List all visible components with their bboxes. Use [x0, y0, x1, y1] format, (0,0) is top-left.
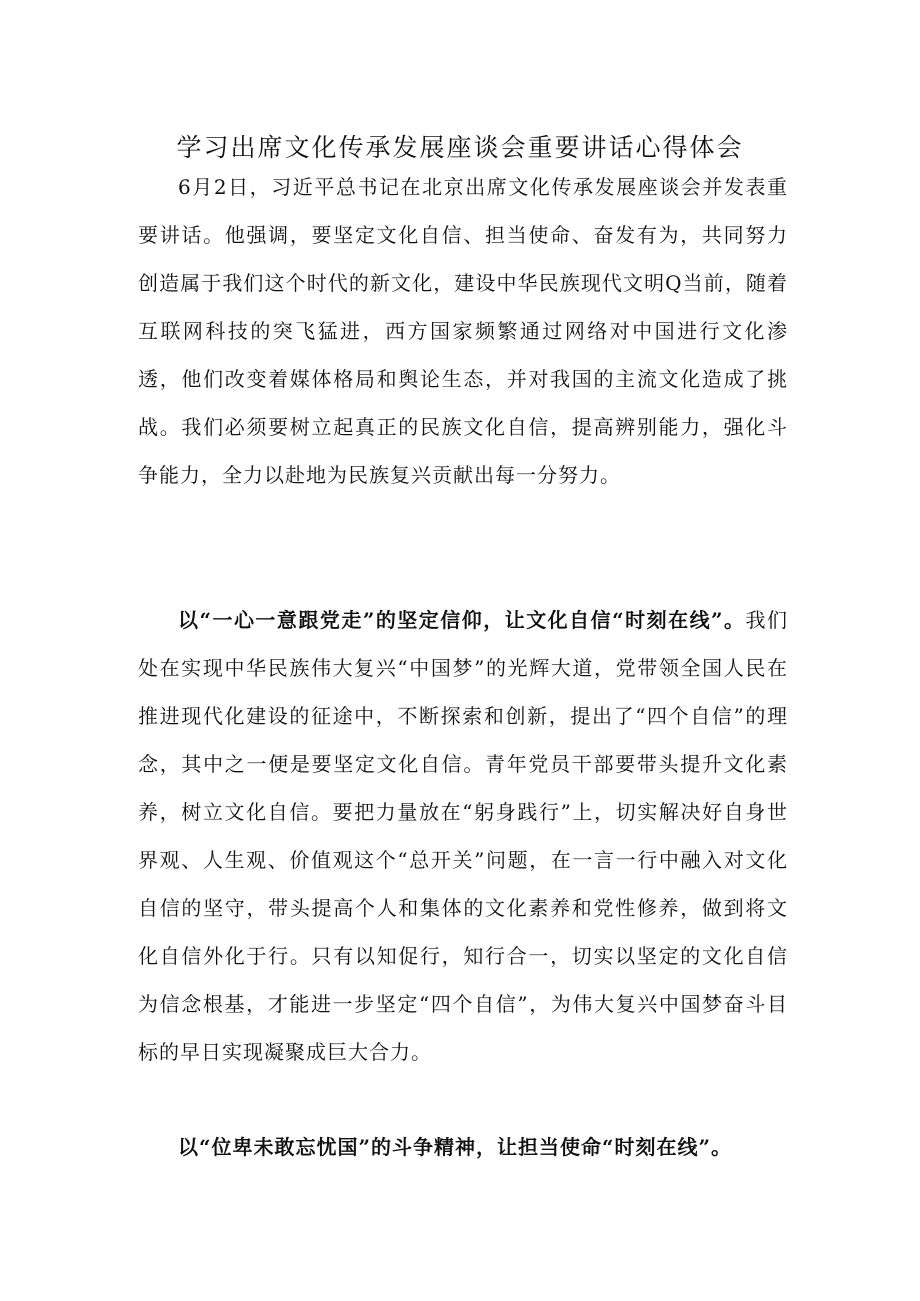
paragraph-cultural-confidence	[138, 596, 788, 1076]
document-title: 学习出席文化传承发展座谈会重要讲话心得体会	[176, 133, 744, 162]
paragraph-lead: 以“位卑未敢忘忧国”的斗争精神，让担当使命“时刻在线”。	[178, 1135, 733, 1159]
paragraph-lead: 以“一心一意跟党走”的坚定信仰，让文化自信“时刻在线”。	[178, 608, 746, 632]
paragraph-intro	[138, 163, 788, 499]
paragraph-body: 6月2日，习近平总书记在北京出席文化传承发展座谈会并发表重要讲话。他强调，要坚定文化自信、担当使命、奋发有为，共同努力创造属于我们这个时代的新文化，建设中华民族现代文明Q当前，随着互联网科技的突飞猛进，西方国家频繁通过网络对中国进行文化渗透，他们改变着媒体格局和舆论生态，并对我国的主流文化造成了挑战。我们必须要树立起真正的民族文化自信，提高辨别能力，强化斗争能力，全力以赴地为民族复兴贡献出每一分努力。	[138, 175, 788, 487]
paragraph-mission	[138, 1123, 788, 1171]
paragraph-body: 我们处在实现中华民族伟大复兴“中国梦”的光辉大道，党带领全国人民在推进现代化建设的征途中，不断探索和创新，提出了“四个自信”的理念，其中之一便是要坚定文化自信。青年党员干部要带头提升文化素养，树立文化自信。要把力量放在“躬身践行”上，切实解决好自身世界观、人生观、价值观这个“总开关”问题，在一言一行中融入对文化自信的坚守，带头提高个人和集体的文化素养和党性修养，做到将文化自信外化于行。只有以知促行，知行合一，切实以坚定的文化自信为信念根基，才能进一步坚定“四个自信”，为伟大复兴中国梦奋斗目标的早日实现凝聚成巨大合力。	[138, 608, 789, 1064]
